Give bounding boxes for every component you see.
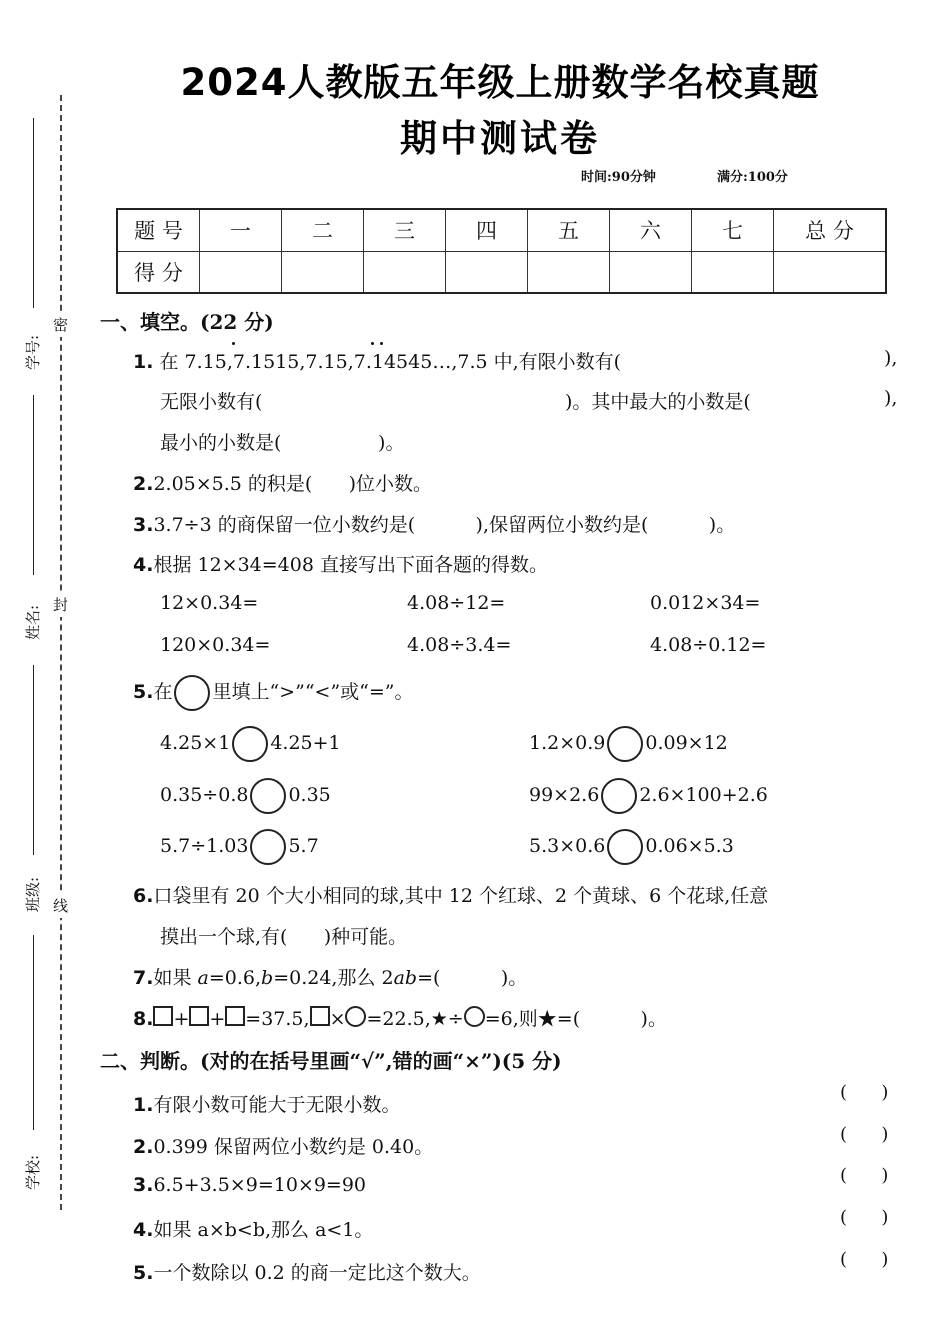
seal-char-feng: 封 — [53, 592, 68, 617]
page-subtitle: 期中测试卷 — [400, 117, 600, 160]
score-cell[interactable] — [200, 251, 282, 293]
name-line-top — [33, 395, 34, 575]
q5-compare-row — [160, 778, 331, 814]
q5-text-a: 在 — [153, 681, 173, 703]
score-header-cell: 一 — [200, 209, 282, 251]
judge-text: 0.399 保留两位小数约是 0.40。 — [153, 1136, 434, 1158]
q8-op: =22.5, — [366, 1008, 431, 1030]
q2-number: 2. — [133, 473, 154, 495]
var-a: a — [197, 967, 209, 989]
q4-number: 4. — [133, 554, 154, 576]
judge-item — [133, 1174, 366, 1196]
q5-compare-row — [529, 726, 728, 762]
class-line — [33, 665, 34, 855]
q1-text-b: ), — [884, 347, 898, 369]
score-header-cell: 三 — [364, 209, 446, 251]
q8-op: ÷ — [447, 1008, 464, 1030]
judge-answer-paren[interactable]: ( ) — [840, 1165, 889, 1186]
q5-right-expr: 0.35 — [288, 784, 331, 806]
q7-number: 7. — [133, 967, 154, 989]
section1-heading: 一、填空。(22 分) — [100, 310, 274, 334]
judge-answer-paren[interactable]: ( ) — [840, 1207, 889, 1228]
q8-op: + — [173, 1008, 190, 1030]
q6-number: 6. — [133, 885, 154, 907]
q8-op: =6,则 — [484, 1008, 538, 1030]
judge-item — [133, 1215, 373, 1242]
q5-right-expr: 4.25+1 — [270, 732, 341, 754]
q3-line — [133, 510, 735, 537]
q5-right-expr: 0.09×12 — [645, 732, 728, 754]
q4-item: 4.08÷0.12= — [650, 634, 767, 656]
judge-number: 2. — [133, 1136, 154, 1158]
q5-right-expr: 0.06×5.3 — [645, 835, 734, 857]
judge-item — [133, 1258, 481, 1285]
repeating-dot — [232, 342, 235, 345]
star-icon: ★ — [537, 1008, 557, 1030]
repeating-dot — [371, 342, 374, 345]
q5-left-expr: 4.25×1 — [160, 732, 231, 754]
score-cell[interactable] — [774, 251, 887, 293]
name-label: 姓名: — [24, 604, 42, 640]
square-icon — [225, 1006, 245, 1026]
score-header-cell: 七 — [692, 209, 774, 251]
q1-number: 1. — [133, 351, 154, 373]
judge-answer-paren[interactable]: ( ) — [840, 1082, 889, 1103]
score-table-header-row — [117, 209, 886, 251]
q5-left-expr: 1.2×0.9 — [529, 732, 606, 754]
judge-item — [133, 1132, 433, 1159]
judge-answer-paren[interactable]: ( ) — [840, 1124, 889, 1145]
score-cell[interactable] — [692, 251, 774, 293]
q7-text-d: =( )。 — [417, 967, 528, 989]
q6-text-line2: 摸出一个球,有( )种可能。 — [160, 926, 408, 948]
q5-right-expr: 5.7 — [288, 835, 319, 857]
q8-op: =( )。 — [556, 1008, 667, 1030]
q5-right-expr: 2.6×100+2.6 — [639, 784, 768, 806]
judge-text: 如果 a×b<b,那么 a<1。 — [153, 1219, 374, 1241]
score-header-cell: 题 号 — [117, 209, 200, 251]
q2-line — [133, 469, 432, 496]
q3-number: 3. — [133, 514, 154, 536]
q5-left-expr: 0.35÷0.8 — [160, 784, 249, 806]
q4-text: 根据 12×34=408 直接写出下面各题的得数。 — [153, 554, 548, 576]
circle-shape-icon — [464, 1006, 485, 1027]
q7-text-a: 如果 — [153, 967, 198, 989]
q8-op: + — [209, 1008, 226, 1030]
compare-circle-input[interactable] — [607, 726, 643, 762]
circle-shape-icon — [345, 1006, 366, 1027]
q4-item: 4.08÷3.4= — [407, 634, 512, 656]
score-header-cell: 二 — [282, 209, 364, 251]
q4-item: 0.012×34= — [650, 592, 761, 614]
exam-full-score: 满分:100分 — [717, 170, 788, 185]
q5-number: 5. — [133, 681, 154, 703]
q4-item: 4.08÷12= — [407, 592, 506, 614]
score-header-cell: 五 — [528, 209, 610, 251]
q7-text-c: =0.24,那么 2 — [273, 967, 394, 989]
judge-text: 有限小数可能大于无限小数。 — [153, 1094, 401, 1116]
q1-text-line2b: )。其中最大的小数是( — [565, 391, 751, 413]
page-title: 2024人教版五年级上册数学名校真题 — [180, 61, 820, 104]
judge-number: 3. — [133, 1174, 154, 1196]
class-label: 班级: — [24, 876, 42, 912]
q4-line — [133, 550, 548, 577]
judge-number: 4. — [133, 1219, 154, 1241]
score-cell[interactable] — [528, 251, 610, 293]
compare-circle-input[interactable] — [607, 829, 643, 865]
q1-text-line2c: ), — [884, 387, 898, 409]
q1-text-a: 在 7.15,7.1515,7.15,7.14545…,7.5 中,有限小数有( — [159, 351, 622, 373]
binding-dotted-line — [60, 95, 62, 1210]
q5-compare-row — [529, 778, 768, 814]
square-icon — [310, 1006, 330, 1026]
q8-line — [133, 1004, 667, 1031]
square-icon — [153, 1006, 173, 1026]
compare-circle-input[interactable] — [250, 829, 286, 865]
star-icon: ★ — [430, 1008, 448, 1030]
compare-circle-input[interactable] — [250, 778, 286, 814]
judge-number: 1. — [133, 1094, 154, 1116]
compare-circle-input[interactable] — [232, 726, 268, 762]
judge-text: 6.5+3.5×9=10×9=90 — [153, 1174, 367, 1196]
q1-line1 — [133, 347, 621, 374]
score-cell[interactable] — [364, 251, 446, 293]
q7-line — [133, 963, 527, 990]
var-b: b — [261, 967, 274, 989]
q8-op: =37.5, — [245, 1008, 310, 1030]
judge-answer-paren[interactable]: ( ) — [840, 1249, 889, 1270]
score-cell[interactable] — [446, 251, 528, 293]
q3-text: 3.7÷3 的商保留一位小数约是( ),保留两位小数约是( )。 — [153, 514, 736, 536]
q4-item: 12×0.34= — [160, 592, 259, 614]
square-icon — [189, 1006, 209, 1026]
judge-item — [133, 1090, 400, 1117]
q6-text-line1: 口袋里有 20 个大小相同的球,其中 12 个红球、2 个黄球、6 个花球,任意 — [153, 885, 769, 907]
school-label: 学校: — [24, 1154, 42, 1190]
school-line — [33, 935, 34, 1130]
var-ab: ab — [393, 967, 418, 989]
section2-heading: 二、判断。(对的在括号里画“√”,错的画“×”)(5 分) — [100, 1049, 562, 1073]
judge-number: 5. — [133, 1262, 154, 1284]
repeating-dot — [380, 342, 383, 345]
q5-compare-row — [160, 726, 341, 762]
q5-left-expr: 99×2.6 — [529, 784, 600, 806]
score-cell[interactable] — [282, 251, 364, 293]
score-header-cell: 四 — [446, 209, 528, 251]
student-id-label: 学号: — [24, 334, 42, 370]
score-cell[interactable] — [610, 251, 692, 293]
score-header-cell: 总 分 — [774, 209, 887, 251]
q5-left-expr: 5.7÷1.03 — [160, 835, 249, 857]
q5-compare-row — [529, 829, 734, 865]
q6-line1 — [133, 881, 768, 908]
score-table — [116, 208, 887, 294]
seal-char-mi: 密 — [53, 312, 68, 337]
compare-circle-icon — [174, 675, 210, 711]
q8-number: 8. — [133, 1008, 154, 1030]
q8-op: × — [329, 1008, 346, 1030]
judge-text: 一个数除以 0.2 的商一定比这个数大。 — [153, 1262, 481, 1284]
score-header-cell: 六 — [610, 209, 692, 251]
q1-text-line2a: 无限小数有( — [160, 391, 263, 413]
score-row-label: 得 分 — [117, 251, 200, 293]
compare-circle-input[interactable] — [601, 778, 637, 814]
q2-text: 2.05×5.5 的积是( )位小数。 — [153, 473, 432, 495]
exam-time: 时间:90分钟 — [581, 170, 656, 185]
q4-item: 120×0.34= — [160, 634, 271, 656]
seal-char-xian: 线 — [53, 893, 68, 918]
q1-text-line3: 最小的小数是( )。 — [160, 432, 405, 454]
score-table-score-row — [117, 251, 886, 293]
q5-line — [133, 675, 414, 711]
q7-text-b: =0.6, — [208, 967, 262, 989]
q5-compare-row — [160, 829, 319, 865]
q5-text-b: 里填上“>”“<”或“=”。 — [212, 681, 414, 703]
q5-left-expr: 5.3×0.6 — [529, 835, 606, 857]
